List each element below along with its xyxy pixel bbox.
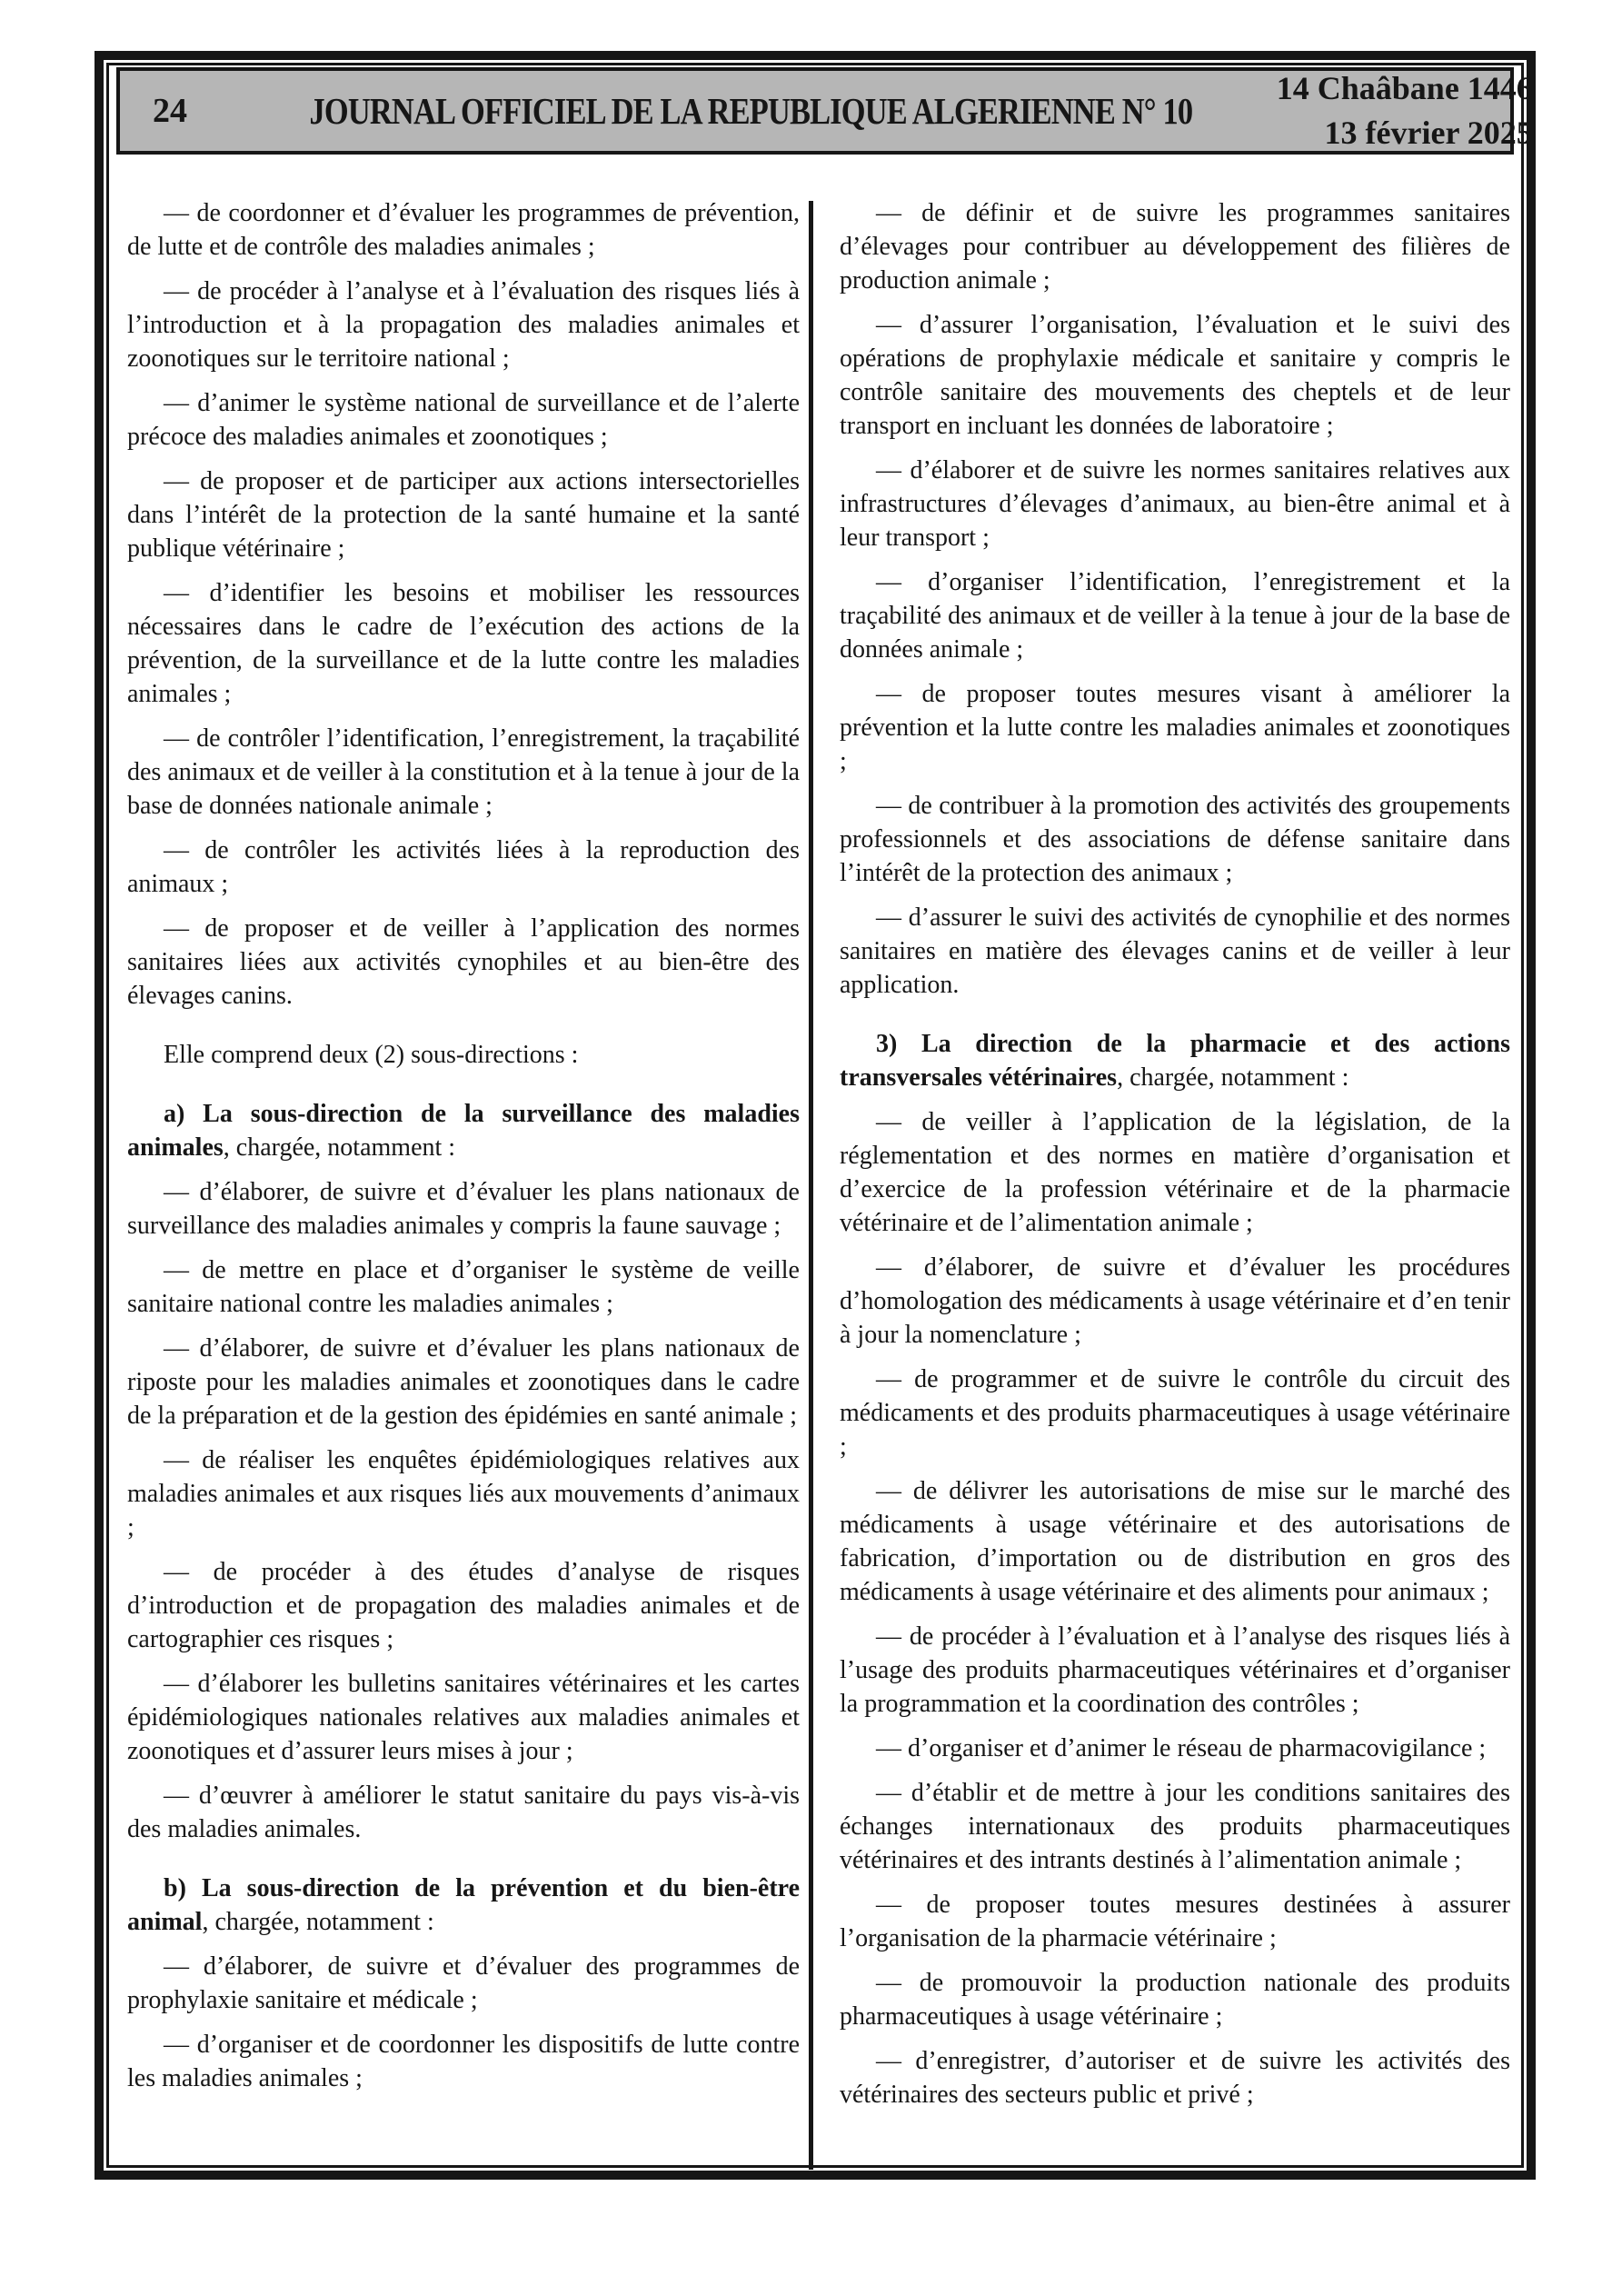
paragraph: — de contrôler l’identification, l’enregistrement, la traçabilité des animaux et de veiller à la constitution et à la tenue à jour de la base de données nationale animale ; <box>127 724 800 820</box>
heading-bold-text: b) La sous-direction de la prévention et du bien-être animal <box>127 1874 800 1936</box>
section-heading-paragraph <box>127 1872 800 1939</box>
paragraph: — d’élaborer, de suivre et d’évaluer les plans nationaux de riposte pour les maladies animales et zoonotiques dans le cadre de la préparation et de la gestion des épidémies en santé animale ; <box>127 1334 800 1430</box>
paragraph: — de proposer et de participer aux actions intersectorielles dans l’intérêt de la protection de la santé humaine et la santé publique vétérinaire ; <box>127 467 800 563</box>
paragraph: — d’assurer l’organisation, l’évaluation et le suivi des opérations de prophylaxie médicale et sanitaire y compris le contrôle sanitaire des mouvements des cheptels et de leur transport en incluant les données de laboratoire ; <box>840 311 1510 440</box>
page-number: 24 <box>153 92 187 130</box>
heading-bold-text: a) La sous-direction de la surveillance des maladies animales <box>127 1100 800 1162</box>
paragraph: — d’organiser l’identification, l’enregistrement et la traçabilité des animaux et de veiller à la tenue à jour de la base de données animale ; <box>840 568 1510 664</box>
right-column <box>840 196 1510 2161</box>
paragraph: — d’élaborer et de suivre les normes sanitaires relatives aux infrastructures d’élevages d’animaux, au bien-être animal et à leur transport ; <box>840 456 1510 552</box>
date-gregorian: 13 février 2025 <box>1324 115 1533 151</box>
paragraph: — de coordonner et d’évaluer les programmes de prévention, de lutte et de contrôle des maladies animales ; <box>127 199 800 261</box>
paragraph: — d’œuvrer à améliorer le statut sanitaire du pays vis-à-vis des maladies animales. <box>127 1782 800 1843</box>
paragraph: — d’animer le système national de surveillance et de l’alerte précoce des maladies animales et zoonotiques ; <box>127 389 800 451</box>
column-divider-rule <box>809 201 813 2170</box>
paragraph: — d’élaborer, de suivre et d’évaluer les plans nationaux de surveillance des maladies animales y compris la faune sauvage ; <box>127 1178 800 1240</box>
date-hijri: 14 Chaâbane 1446 <box>1276 70 1533 106</box>
left-column <box>127 196 800 2161</box>
paragraph: — d’organiser et de coordonner les dispositifs de lutte contre les maladies animales ; <box>127 2031 800 2092</box>
journal-title <box>225 89 1277 133</box>
paragraph: — d’élaborer les bulletins sanitaires vétérinaires et les cartes épidémiologiques nationales relatives aux maladies animales et zoonotiques et d’assurer leurs mises à jour ; <box>127 1670 800 1765</box>
paragraph: — de proposer toutes mesures visant à améliorer la prévention et la lutte contre les maladies animales et zoonotiques ; <box>840 680 1510 775</box>
page-header <box>116 67 1533 155</box>
paragraph: — d’enregistrer, d’autoriser et de suivre les activités des vétérinaires des secteurs public et privé ; <box>840 2047 1510 2109</box>
paragraph: — de promouvoir la production nationale des produits pharmaceutiques à usage vétérinaire ; <box>840 1969 1510 2031</box>
paragraph: — de réaliser les enquêtes épidémiologiques relatives aux maladies animales et aux risques liés aux mouvements d’animaux ; <box>127 1446 800 1542</box>
paragraph: — d’identifier les besoins et mobiliser les ressources nécessaires dans le cadre de l’exécution des actions de la prévention, de la surveillance et de la lutte contre les maladies animales ; <box>127 579 800 708</box>
heading-rest-text: , chargée, notamment : <box>1117 1063 1349 1092</box>
heading-rest-text: , chargée, notamment : <box>202 1908 434 1936</box>
paragraph: — de contrôler les activités liées à la reproduction des animaux ; <box>127 836 800 898</box>
paragraph: — de proposer et de veiller à l’application des normes sanitaires liées aux activités cynophiles et au bien-être des élevages canins. <box>127 914 800 1010</box>
journal-title-text: JOURNAL OFFICIEL DE LA REPUBLIQUE ALGERIENNE N° 10 <box>309 90 1193 132</box>
issue-dates <box>1277 66 1533 155</box>
paragraph: — de veiller à l’application de la législation, de la réglementation et des normes en matière d’organisation et d’exercice de la profession vétérinaire et de la pharmacie vétérinaire et de l’alimentation animale ; <box>840 1108 1510 1237</box>
paragraph: — d’élaborer, de suivre et d’évaluer des programmes de prophylaxie sanitaire et médicale ; <box>127 1952 800 2014</box>
paragraph: — de mettre en place et d’organiser le système de veille sanitaire national contre les maladies animales ; <box>127 1256 800 1318</box>
section-heading-paragraph <box>840 1027 1510 1094</box>
paragraph: Elle comprend deux (2) sous-directions : <box>164 1041 579 1069</box>
paragraph: — de procéder à l’analyse et à l’évaluation des risques liés à l’introduction et à la propagation des maladies animales et zoonotiques sur le territoire national ; <box>127 277 800 373</box>
heading-bold-text: 3) La direction de la pharmacie et des actions transversales vétérinaires <box>840 1030 1510 1092</box>
paragraph: — de définir et de suivre les programmes sanitaires d’élevages pour contribuer au développement des filières de production animale ; <box>840 199 1510 294</box>
paragraph: — de proposer toutes mesures destinées à assurer l’organisation de la pharmacie vétérinaire ; <box>840 1891 1510 1952</box>
paragraph: — de procéder à des études d’analyse de risques d’introduction et de propagation des maladies animales et de cartographier ces risques ; <box>127 1558 800 1653</box>
paragraph: — de contribuer à la promotion des activités des groupements professionnels et des associations de défense sanitaire dans l’intérêt de la protection des animaux ; <box>840 792 1510 887</box>
paragraph: — de délivrer les autorisations de mise sur le marché des médicaments à usage vétérinaire et des autorisations de fabrication, d’importation ou de distribution en gros des médicaments à usage vétérinaire et des aliments pour animaux ; <box>840 1477 1510 1606</box>
paragraph: — d’assurer le suivi des activités de cynophilie et des normes sanitaires en matière des élevages canins et de veiller à leur application. <box>840 903 1510 999</box>
paragraph: — d’élaborer, de suivre et d’évaluer les procédures d’homologation des médicaments à usage vétérinaire et d’en tenir à jour la nomenclature ; <box>840 1253 1510 1349</box>
heading-rest-text: , chargée, notamment : <box>223 1133 456 1162</box>
paragraph: — de procéder à l’évaluation et à l’analyse des risques liés à l’usage des produits pharmaceutiques vétérinaires et d’organiser la programmation et la coordination des contrôles ; <box>840 1622 1510 1718</box>
paragraph: — d’organiser et d’animer le réseau de pharmacovigilance ; <box>876 1734 1487 1762</box>
paragraph: — de programmer et de suivre le contrôle du circuit des médicaments et des produits pharmaceutiques à usage vétérinaire ; <box>840 1365 1510 1461</box>
paragraph: — d’établir et de mettre à jour les conditions sanitaires des échanges internationaux des produits pharmaceutiques vétérinaires et des intrants destinés à l’alimentation animale ; <box>840 1779 1510 1874</box>
section-heading-paragraph <box>127 1097 800 1164</box>
